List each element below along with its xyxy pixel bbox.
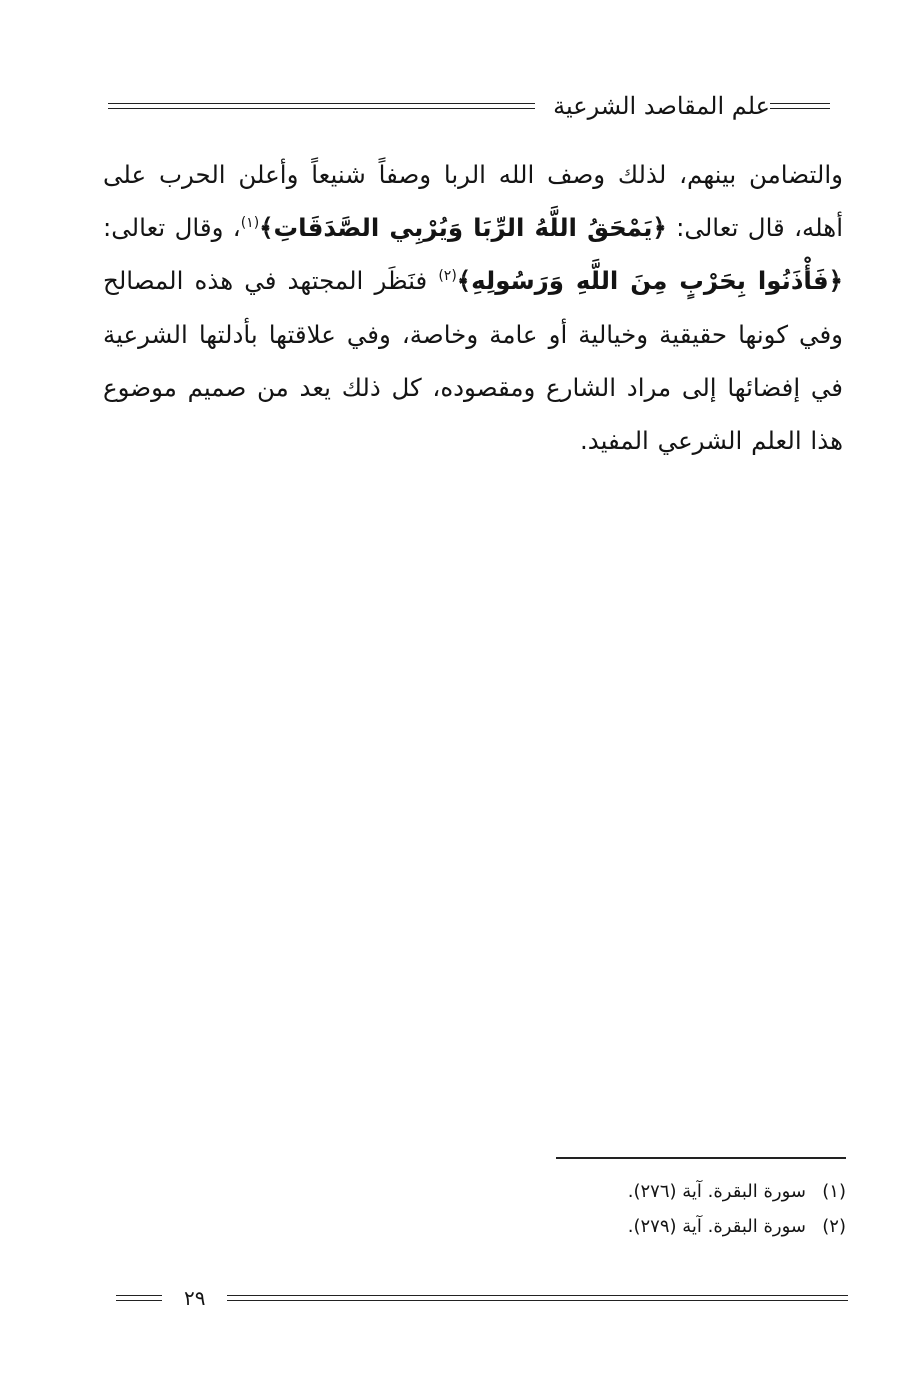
running-header [108, 84, 844, 128]
footnote-text: سورة البقرة. آية (٢٧٩). [627, 1216, 806, 1237]
footnote-text: سورة البقرة. آية (٢٧٦). [627, 1181, 806, 1202]
footnote-number: (٢) [822, 1216, 846, 1237]
running-title: علم المقاصد الشرعية [553, 92, 770, 120]
footnote-ref-2: (٢) [438, 268, 457, 285]
quran-verse-1: ﴿يَمْحَقُ اللَّهُ الرِّبَا وَيُرْبِي الصَّدَقَاتِ﴾ [259, 213, 667, 243]
body-text-segment: فنَظَر المجتهد في هذه المصالح وفي كونها حقيقية وخيالية أو عامة وخاصة، وفي علاقتها بأدلتها الشرعية في إفضائها إلى مراد الشارع ومقصوده، كل ذلك يعد من صميم موضوع هذا العلم الشرعي المفيد. [103, 266, 843, 456]
body-paragraph [103, 148, 843, 467]
footer-rule-short [116, 1295, 162, 1301]
footer-rule-long [227, 1295, 848, 1301]
footnotes [400, 1174, 846, 1244]
footnote-item [400, 1174, 846, 1209]
body-text-segment: ، وقال تعالى: [103, 213, 241, 243]
quran-verse-2: ﴿فَأْذَنُوا بِحَرْبٍ مِنَ اللَّهِ وَرَسُولِهِ﴾ [456, 266, 843, 296]
header-rule-short [770, 103, 830, 109]
footnote-item [400, 1209, 846, 1244]
footnote-ref-1: (١) [240, 215, 260, 232]
footnote-number: (١) [822, 1181, 846, 1202]
header-rule-long [108, 103, 535, 109]
page-number: ٢٩ [184, 1286, 206, 1310]
page-footer [116, 1284, 848, 1312]
body-text-segment: والتضامن بينهم، لذلك وصف الله الربا وصفاً شنيعاً وأعلن الحرب على أهله، قال تعالى: [103, 160, 844, 243]
footnote-separator [556, 1157, 846, 1159]
